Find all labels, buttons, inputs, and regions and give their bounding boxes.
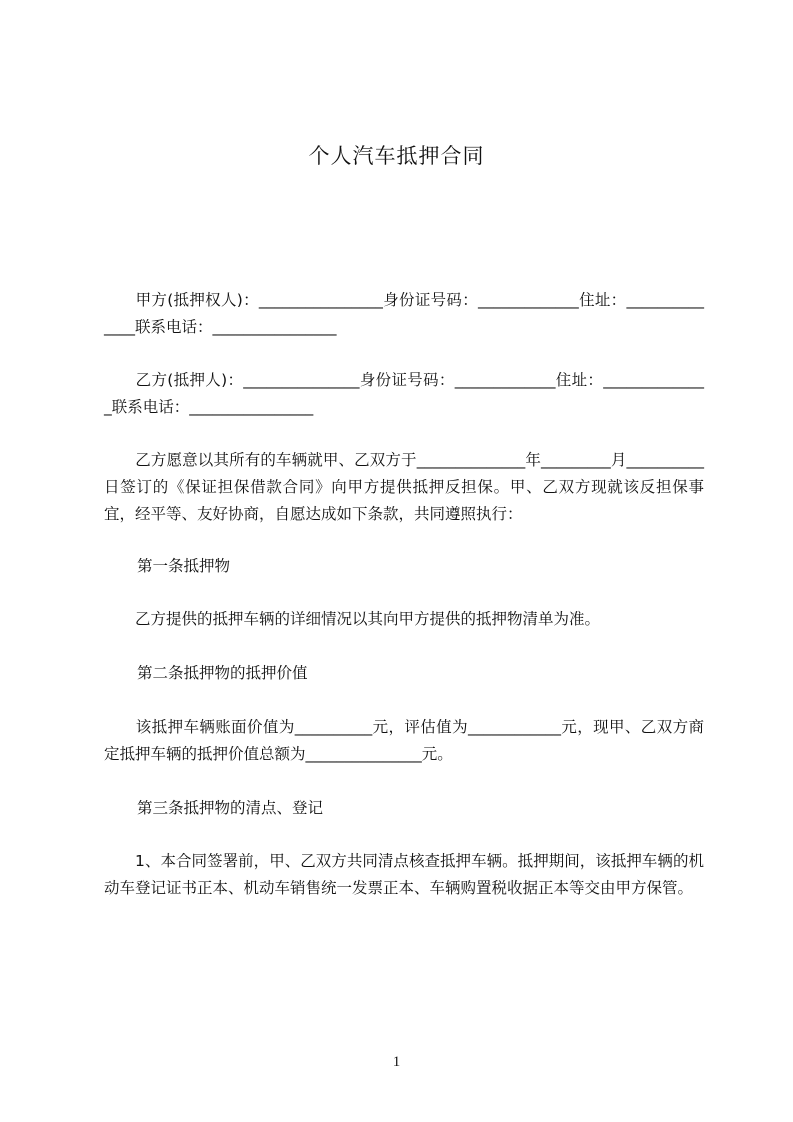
article-1-heading: 第一条抵押物 (137, 557, 231, 575)
article-3-item-1: 1、本合同签署前，甲、乙双方共同清点核查抵押车辆。抵押期间，该抵押车辆的机动车登记证书正本、机动车销售统一发票正本、车辆购置税收据正本等交由甲方保管。 (104, 852, 704, 897)
document-title: 个人汽车抵押合同 (308, 144, 485, 168)
article-3-heading: 第三条抵押物的清点、登记 (137, 799, 324, 817)
article-1-body: 乙方提供的抵押车辆的详细情况以其向甲方提供的抵押物清单为准。 (104, 610, 601, 628)
party-b-info: 乙方(抵押人)：_______________身份证号码：_____________住址：______________联系电话：________________ (104, 371, 704, 416)
article-2-heading: 第二条抵押物的抵押价值 (137, 664, 308, 682)
page-number: 1 (392, 1054, 401, 1070)
article-2-body: 该抵押车辆账面价值为__________元，评估值为____________元，现甲、乙双方商定抵押车辆的抵押价值总额为_______________元。 (104, 718, 704, 763)
party-a-info: 甲方(抵押权人)：________________身份证号码：_____________住址：______________联系电话：________________ (104, 291, 704, 336)
intro-paragraph: 乙方愿意以其所有的车辆就甲、乙双方于______________年_________月__________日签订的《保证担保借款合同》向甲方提供抵押反担保。甲、乙双方现就该反担保事宜，经平等、友好协商，自愿达成如下条款，共同遵照执行： (104, 451, 704, 523)
